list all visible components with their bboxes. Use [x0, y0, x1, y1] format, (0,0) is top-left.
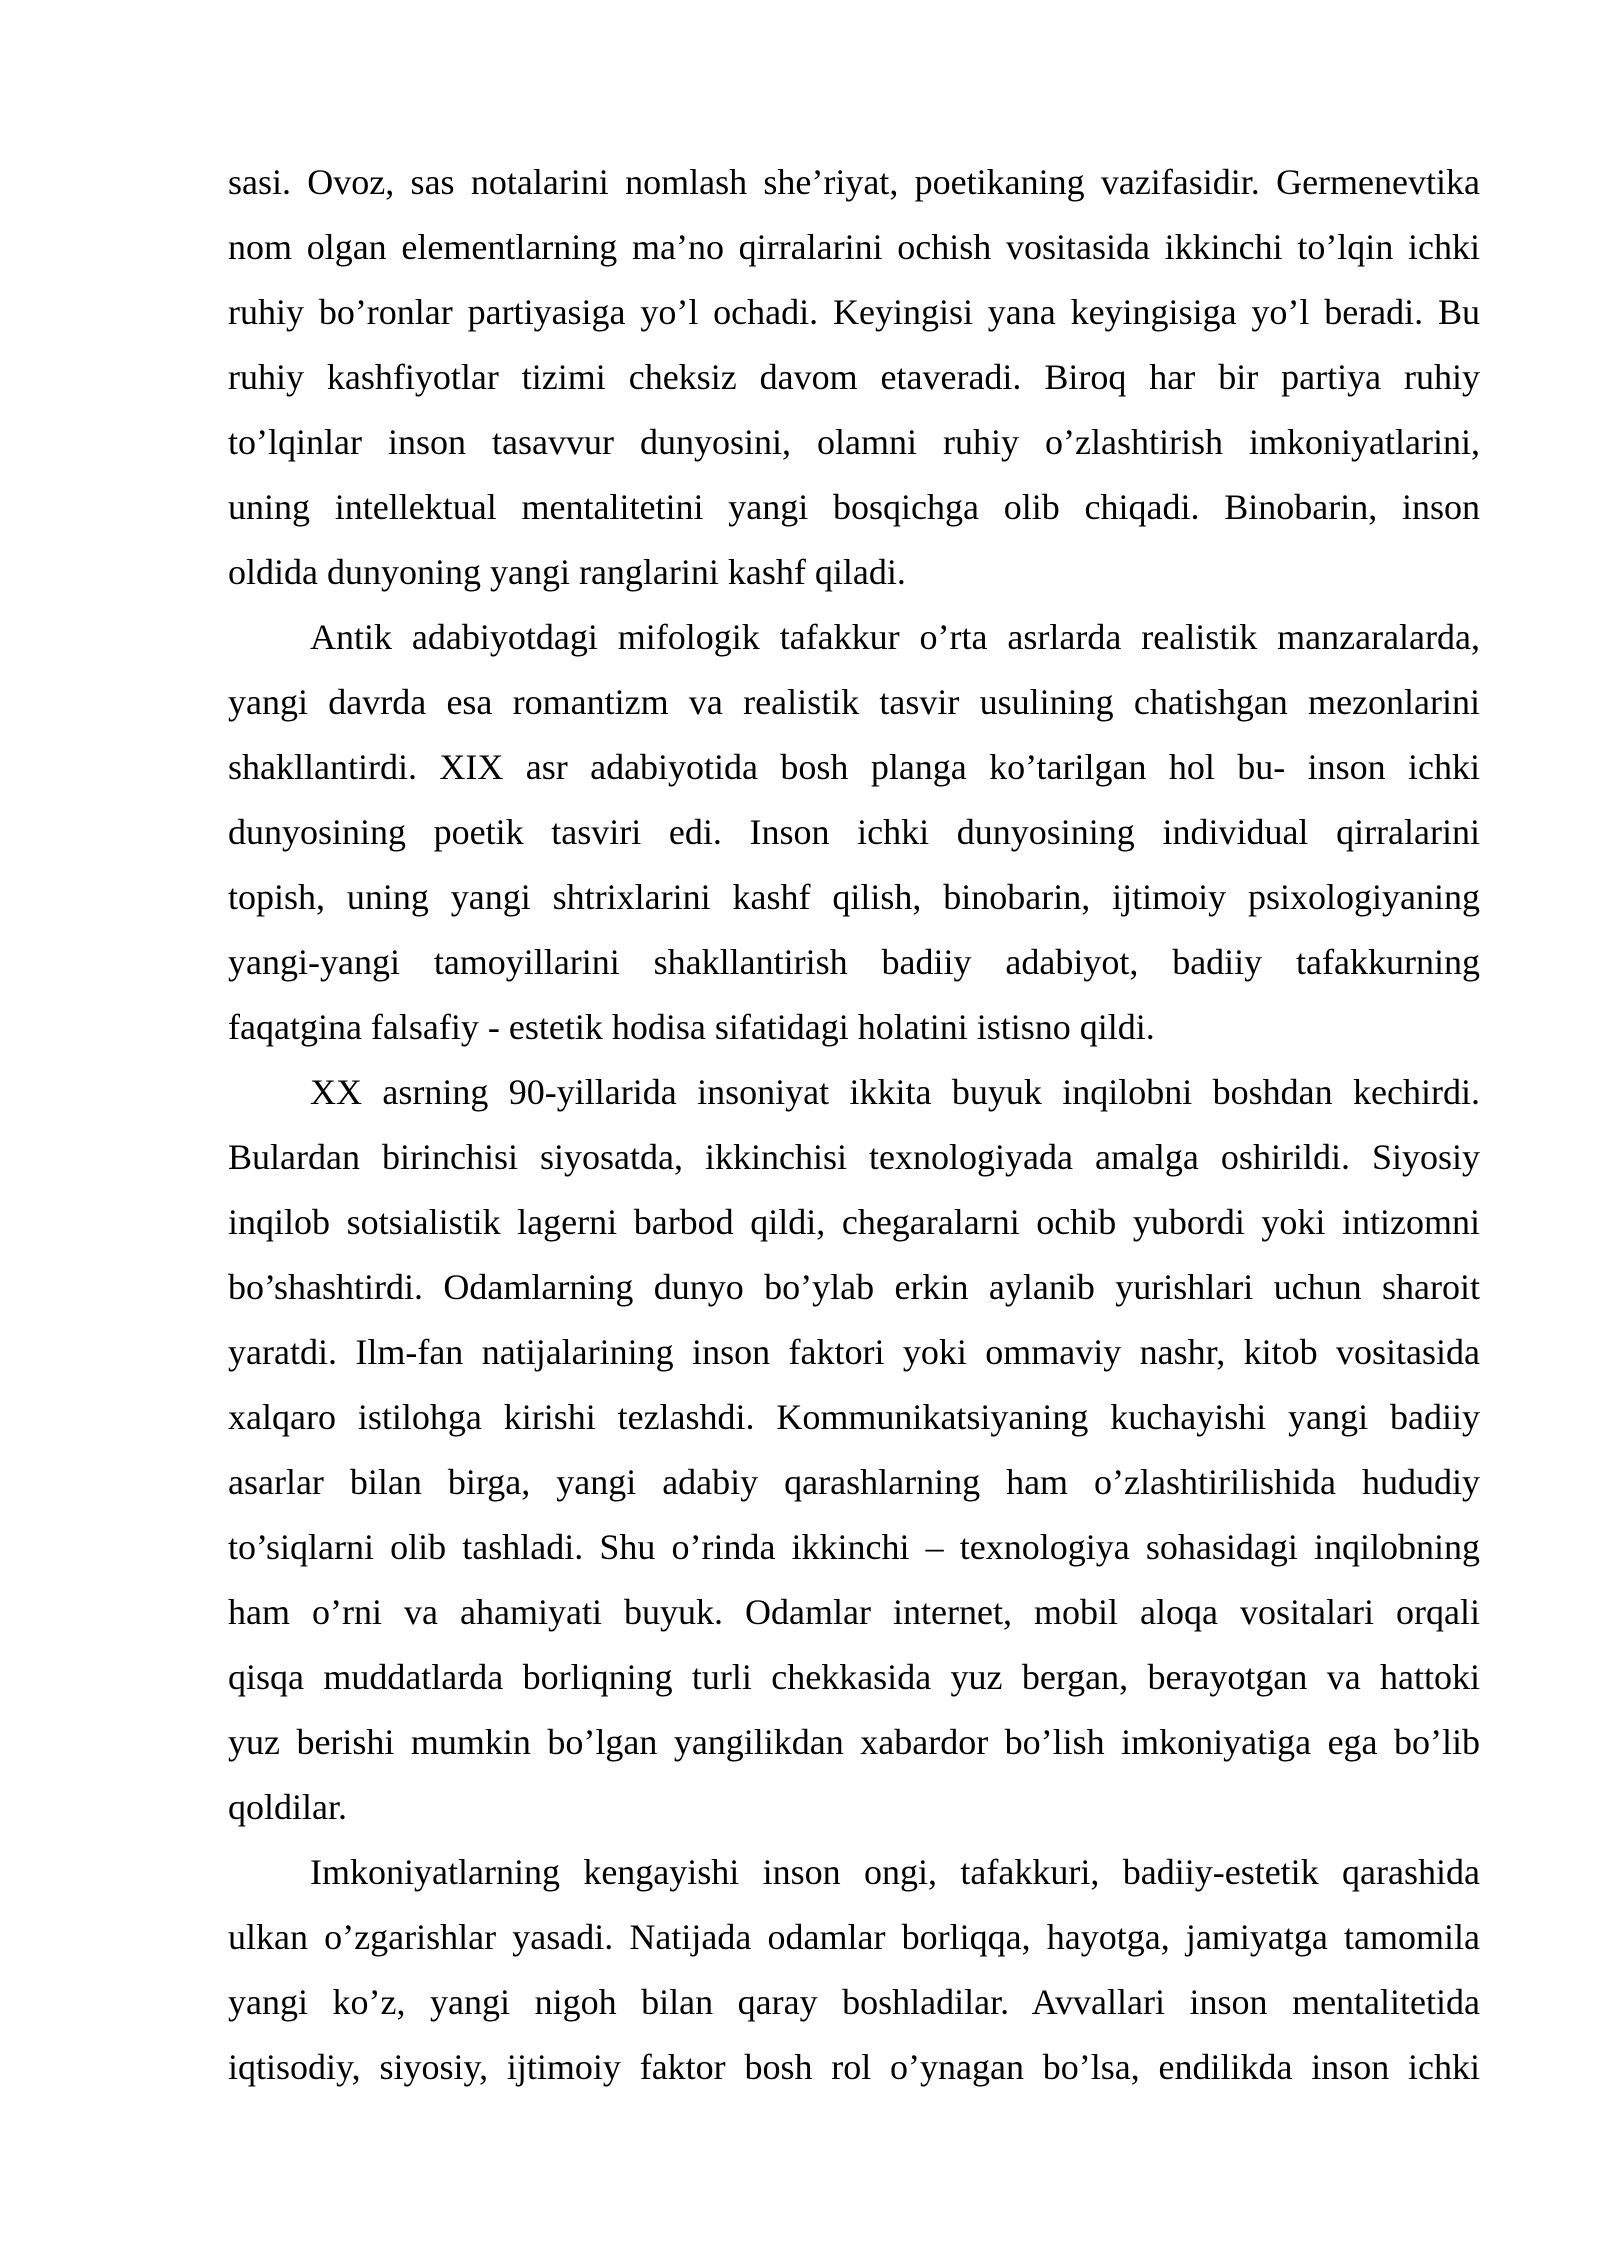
text-line: faqatgina falsafiy - estetik hodisa sifatidagi holatini istisno qildi. [228, 1007, 1155, 1047]
paragraph [228, 1840, 1480, 2100]
text-line: yaratdi. Ilm-fan natijalarining inson faktori yoki ommaviy nashr, kitob vositasida [228, 1332, 1480, 1372]
paragraph [228, 605, 1480, 1060]
text-line: to’siqlarni olib tashladi. Shu o’rinda ikkinchi – texnologiya sohasidagi inqilobning [228, 1527, 1480, 1567]
text-line: yangi-yangi tamoyillarini shakllantirish badiiy adabiyot, badiiy tafakkurning [228, 942, 1480, 982]
text-line: xalqaro istilohga kirishi tezlashdi. Kommunikatsiyaning kuchayishi yangi badiiy [228, 1397, 1480, 1437]
paragraph [228, 1060, 1480, 1840]
text-line: yangi davrda esa romantizm va realistik tasvir usulining chatishgan mezonlarini [228, 682, 1480, 722]
text-line: shakllantirdi. XIX asr adabiyotida bosh planga ko’tarilgan hol bu- inson ichki [228, 747, 1480, 787]
text-line: inqilob sotsialistik lagerni barbod qildi, chegaralarni ochib yubordi yoki intizomni [228, 1202, 1480, 1242]
text-line: yuz berishi mumkin bo’lgan yangilikdan xabardor bo’lish imkoniyatiga ega bo’lib [228, 1722, 1480, 1762]
text-line: oldida dunyoning yangi ranglarini kashf qiladi. [228, 552, 906, 592]
text-line: XX asrning 90-yillarida insoniyat ikkita buyuk inqilobni boshdan kechirdi. [310, 1072, 1480, 1112]
paragraph [228, 150, 1480, 605]
text-line: Bulardan birinchisi siyosatda, ikkinchisi texnologiyada amalga oshirildi. Siyosiy [228, 1137, 1480, 1177]
text-line: bo’shashtirdi. Odamlarning dunyo bo’ylab erkin aylanib yurishlari uchun sharoit [228, 1267, 1480, 1307]
text-line: yangi ko’z, yangi nigoh bilan qaray boshladilar. Avvallari inson mentalitetida [228, 1982, 1480, 2022]
text-line: dunyosining poetik tasviri edi. Inson ichki dunyosining individual qirralarini [228, 812, 1480, 852]
text-line: uning intellektual mentalitetini yangi bosqichga olib chiqadi. Binobarin, inson [228, 487, 1480, 527]
text-line: ruhiy bo’ronlar partiyasiga yo’l ochadi. Keyingisi yana keyingisiga yo’l beradi. Bu [228, 292, 1480, 332]
text-line: topish, uning yangi shtrixlarini kashf qilish, binobarin, ijtimoiy psixologiyaning [228, 877, 1480, 917]
text-line: Imkoniyatlarning kengayishi inson ongi, tafakkuri, badiiy-estetik qarashida [310, 1852, 1480, 1892]
text-line: Antik adabiyotdagi mifologik tafakkur o’rta asrlarda realistik manzaralarda, [310, 617, 1480, 657]
text-line: iqtisodiy, siyosiy, ijtimoiy faktor bosh rol o’ynagan bo’lsa, endilikda inson ichki [228, 2047, 1480, 2087]
text-line: sasi. Ovoz, sas notalarini nomlash she’riyat, poetikaning vazifasidir. Germenevtika [228, 162, 1480, 202]
text-line: to’lqinlar inson tasavvur dunyosini, olamni ruhiy o’zlashtirish imkoniyatlarini, [228, 422, 1480, 462]
text-line: qoldilar. [228, 1787, 347, 1827]
text-line: asarlar bilan birga, yangi adabiy qarashlarning ham o’zlashtirilishida hududiy [228, 1462, 1480, 1502]
text-line: nom olgan elementlarning ma’no qirralarini ochish vositasida ikkinchi to’lqin ichki [228, 227, 1480, 267]
text-line: qisqa muddatlarda borliqning turli chekkasida yuz bergan, berayotgan va hattoki [228, 1657, 1480, 1697]
text-line: ruhiy kashfiyotlar tizimi cheksiz davom etaveradi. Biroq har bir partiya ruhiy [228, 357, 1480, 397]
text-line: ulkan o’zgarishlar yasadi. Natijada odamlar borliqqa, hayotga, jamiyatga tamomila [228, 1917, 1480, 1957]
text-line: ham o’rni va ahamiyati buyuk. Odamlar internet, mobil aloqa vositalari orqali [228, 1592, 1480, 1632]
text-block [228, 150, 1480, 2100]
